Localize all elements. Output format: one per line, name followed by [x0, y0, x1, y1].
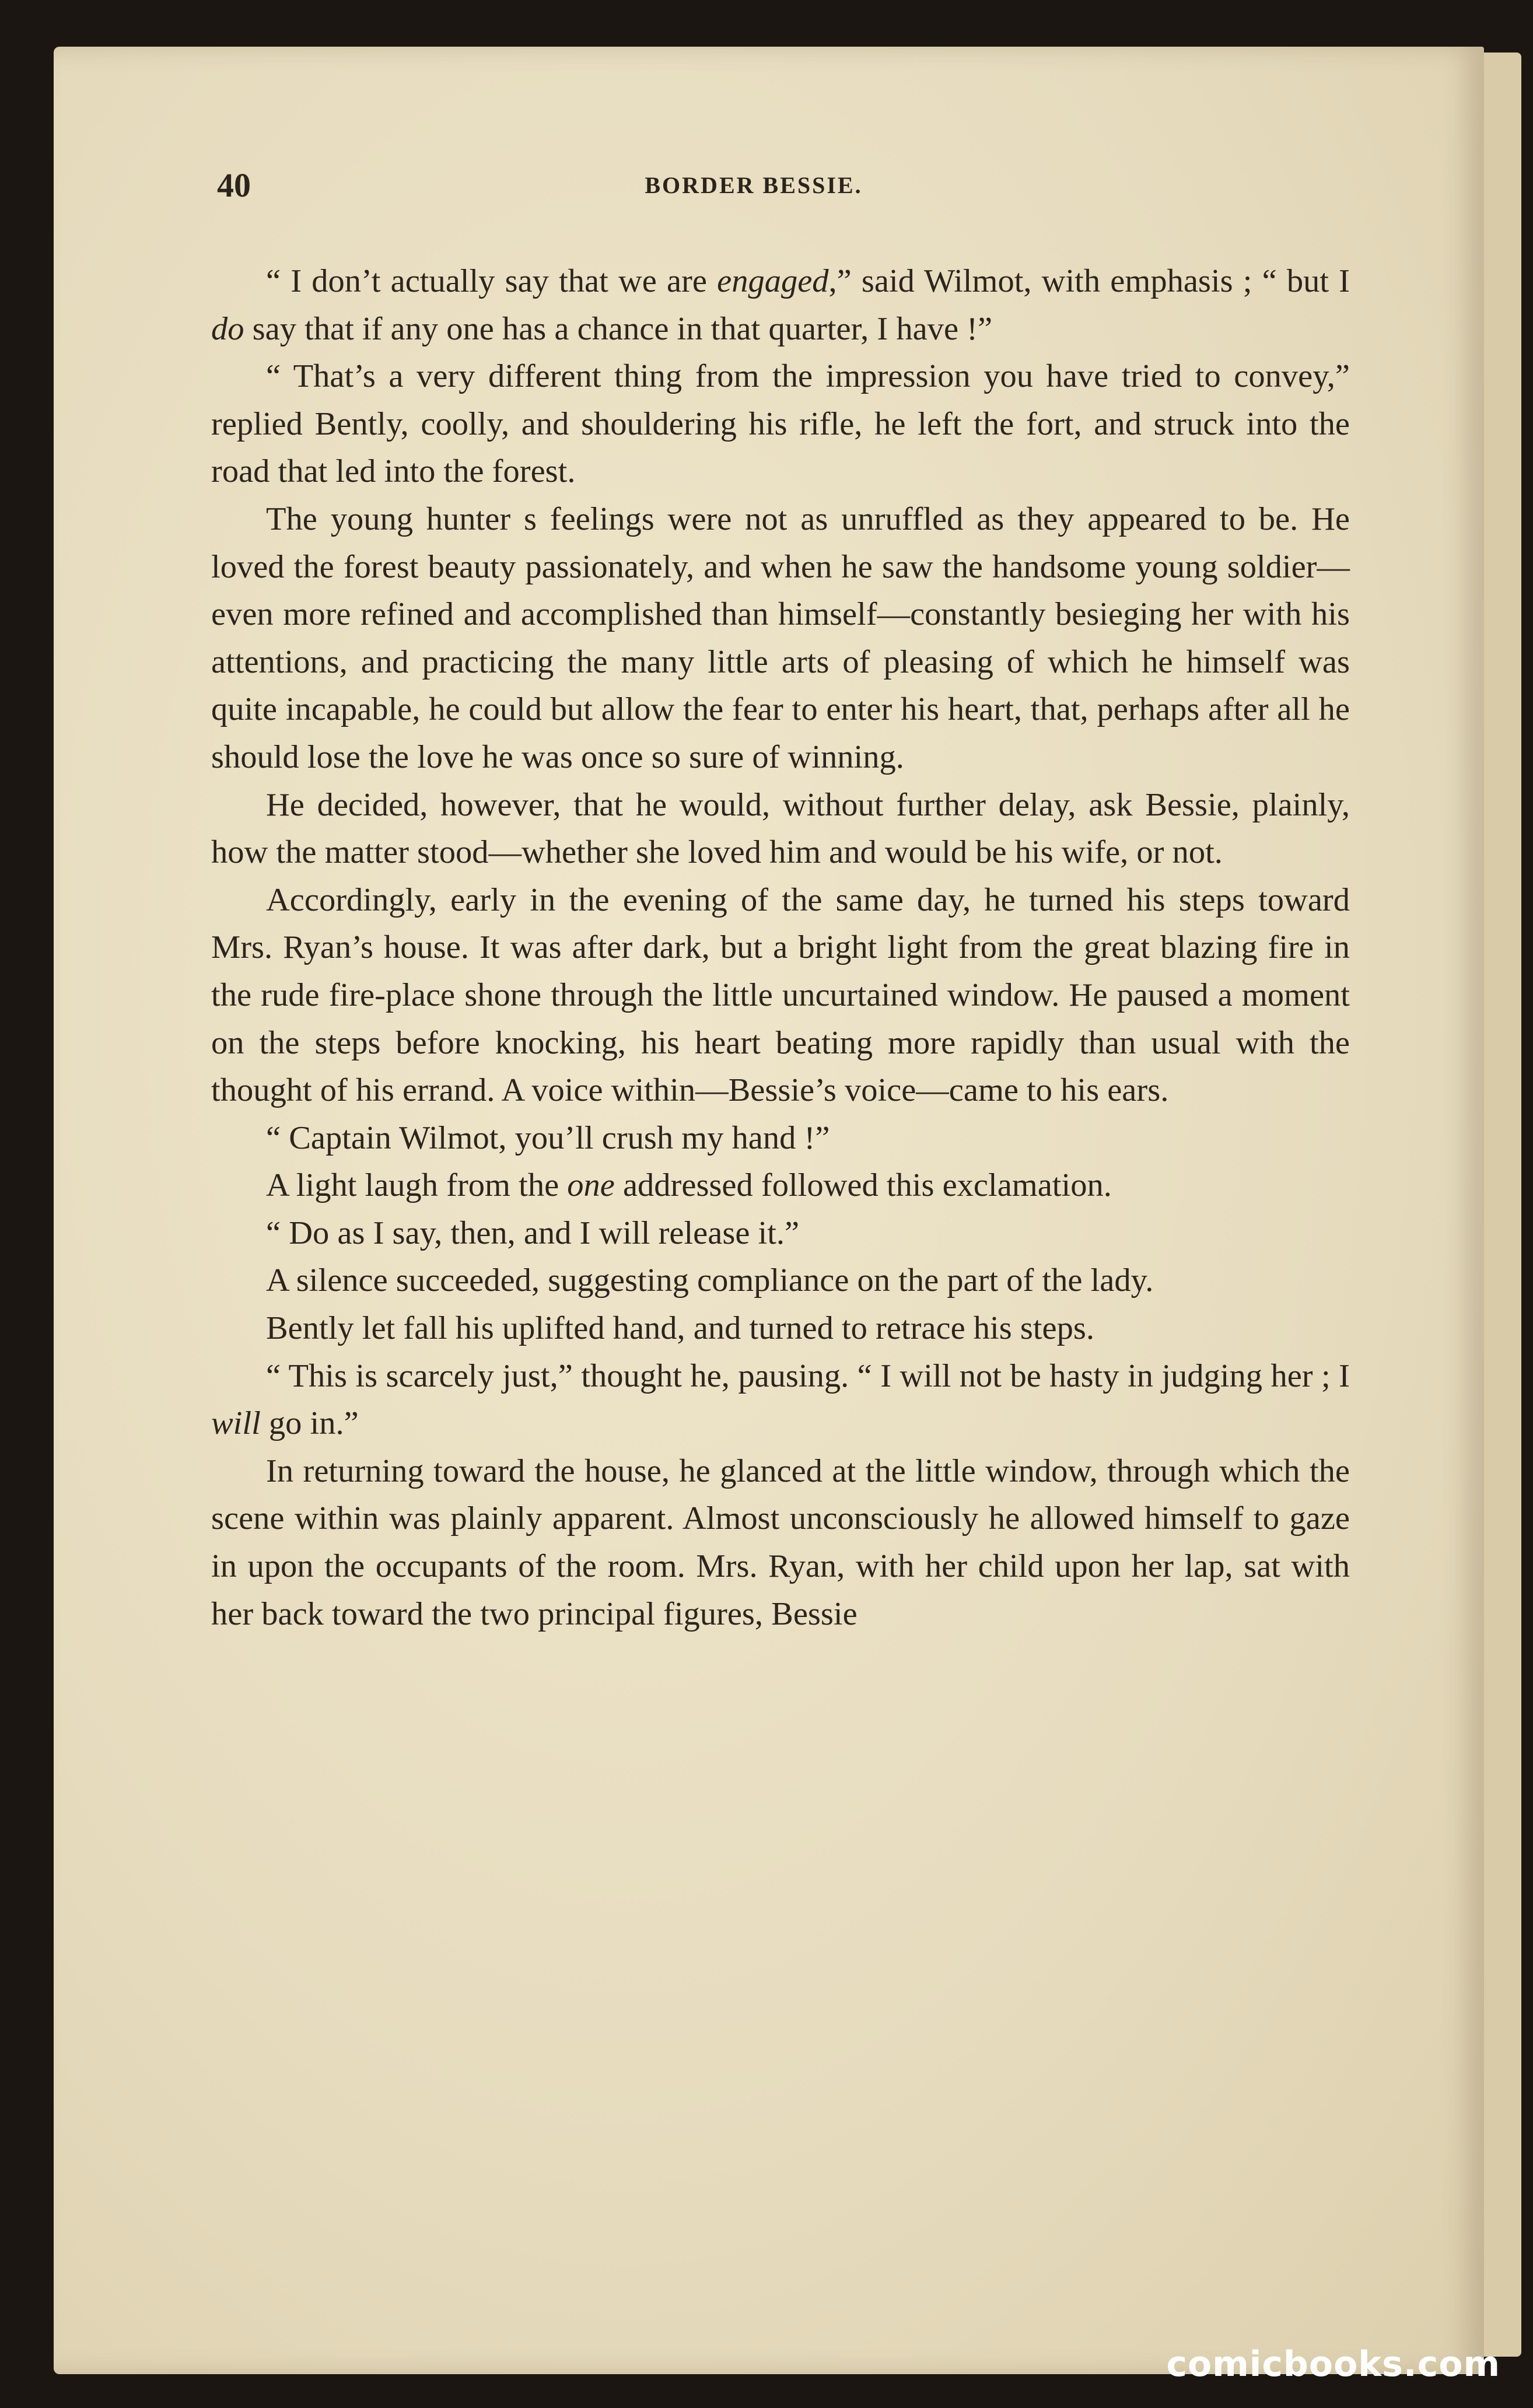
- paragraph: “ Do as I say, then, and I will release it.”: [266, 1214, 800, 1251]
- paragraph: A light laugh from the one addressed followed this exclamation.: [266, 1167, 1112, 1204]
- paragraph: “ That’s a very different thing from the impression you have tried to convey,” replied Bently, coolly, and shouldering his rifle, he left the fort, and struck into the road that led into the forest.: [211, 358, 1350, 490]
- paragraph: He decided, however, that he would, without further delay, ask Bessie, plainly, how the matter stood—whether she loved him and would be his wife, or not.: [211, 786, 1350, 871]
- paragraph: The young hunter s feelings were not as unruffled as they appeared to be. He loved the forest beauty passionately, and when he saw the handsome young soldier—even more refined and accomplished than himself—constantly besieging her with his attentions, and practicing the many little arts of pleasing of which he himself was quite incapable, he could but allow the fear to enter his heart, that, perhaps after all he should lose the love he was once so sure of winning.: [211, 501, 1350, 775]
- body-text: [211, 258, 1350, 1638]
- paragraph: Bently let fall his uplifted hand, and turned to retrace his steps.: [266, 1310, 1094, 1347]
- paragraph: “ I don’t actually say that we are engaged,” said Wilmot, with emphasis ; “ but I do say that if any one has a chance in that quarter, I have !”: [211, 263, 1350, 347]
- paragraph: Accordingly, early in the evening of the same day, he turned his steps toward Mrs. Ryan’s house. It was after dark, but a bright light from the great blazing fire in the rude fire-place shone through the little uncurtained window. He paused a moment on the steps before knocking, his heart beating more rapidly than usual with the thought of his errand. A voice within—Bessie’s voice—came to his ears.: [211, 881, 1350, 1109]
- running-title: BORDER BESSIE.: [645, 172, 863, 198]
- paragraph: A silence succeeded, suggesting compliance on the part of the lady.: [266, 1262, 1154, 1299]
- watermark: comicbooks.com: [1166, 2344, 1500, 2385]
- paragraph: “ This is scarcely just,” thought he, pausing. “ I will not be hasty in judging her ; I will go in.”: [211, 1357, 1350, 1442]
- paragraph: “ Captain Wilmot, you’ll crush my hand !”: [266, 1119, 830, 1156]
- paragraph: In returning toward the house, he glanced at the little window, through which the scene within was plainly apparent. Almost unconsciously he allowed himself to gaze in upon the occupants of the room. Mrs. Ryan, with her child upon her lap, sat with her back toward the two principal figures, Bessie: [211, 1452, 1350, 1632]
- page-number: 40: [217, 166, 251, 204]
- page-header: [153, 168, 1354, 203]
